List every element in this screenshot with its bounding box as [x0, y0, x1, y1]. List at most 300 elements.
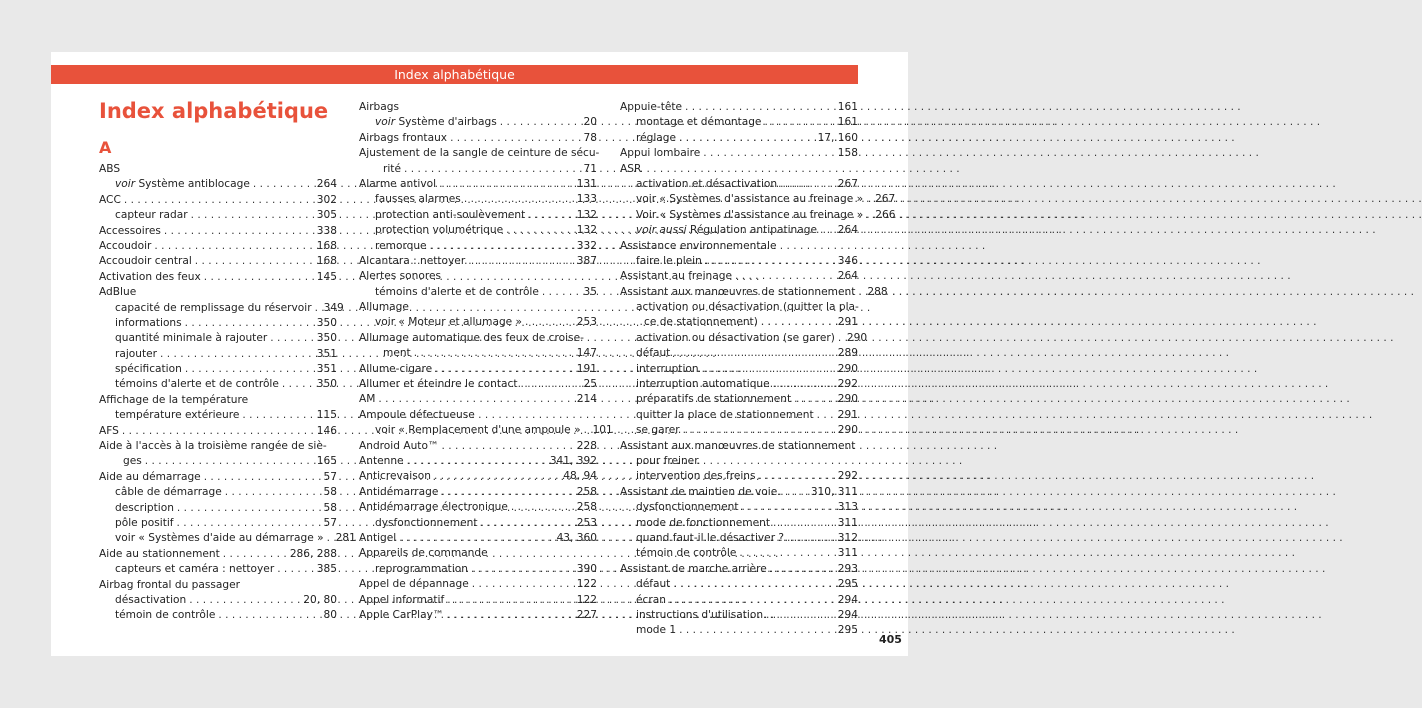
index-entry-text: voir « Systèmes d'assistance au freinage » [636, 193, 864, 206]
leader-dots [525, 315, 574, 330]
leader-dots [521, 377, 581, 392]
index-entry-page: 341, 392 [549, 454, 597, 467]
index-entry-page: 266 [875, 208, 896, 221]
index-entry-text: capteurs et caméra : nettoyer [115, 563, 275, 576]
index-entry [99, 408, 337, 423]
index-entry-text: Ampoule défectueuse [359, 408, 475, 421]
index-entry-text: température extérieure [115, 409, 240, 422]
index-entry [359, 531, 597, 546]
index-entry [359, 377, 597, 392]
index-entry-text: dysfonctionnement [375, 516, 478, 529]
index-entry [620, 454, 858, 469]
index-entry-prefix: voir [375, 116, 396, 129]
index-entry-page: 191 [576, 362, 597, 375]
index-entry [359, 300, 597, 315]
index-entry [99, 239, 337, 254]
index-entry-page: 58 [323, 486, 337, 499]
index-entry [620, 577, 858, 592]
index-entry-text: Accoudoir central [99, 255, 192, 268]
index-entry-text: voir aussi Régulation antipatinage [636, 224, 817, 237]
index-entry-text: Assistance environnementale [620, 239, 777, 252]
leader-dots [673, 346, 834, 361]
index-entry-page: 78 [583, 131, 597, 144]
leader-dots [759, 469, 835, 484]
index-entry [99, 285, 337, 300]
leader-dots [679, 131, 815, 146]
index-entry [99, 301, 344, 316]
leader-dots [735, 269, 835, 284]
index-entry [99, 254, 337, 269]
index-entry [620, 331, 868, 346]
index-entry-page: 349 [323, 301, 344, 314]
index-entry [99, 578, 337, 593]
index-entry [99, 224, 337, 239]
leader-dots [705, 254, 835, 269]
index-entry [359, 223, 597, 238]
leader-dots [679, 623, 835, 638]
leader-dots [218, 608, 320, 623]
index-entry [99, 177, 337, 192]
index-entry-text: fausses alarmes [375, 193, 461, 206]
leader-dots [471, 562, 574, 577]
index-entry-page: 290 [846, 331, 868, 344]
index-entry-page: 387 [576, 254, 597, 267]
leader-dots [702, 362, 835, 377]
index-entry-text: voir « Remplacement d'une ampoule » [375, 424, 581, 437]
leader-dots [177, 501, 321, 516]
index-entry-page: 338 [316, 224, 337, 237]
index-entry-text: défaut [636, 347, 671, 360]
leader-dots [773, 377, 835, 392]
index-entry-text: voir « Systèmes d'aide au démarrage » [115, 532, 324, 545]
index-entry [359, 239, 597, 254]
index-entry-text: Apple CarPlay™ [359, 608, 444, 621]
index-entry-page: 146 [316, 424, 337, 437]
index-entry [99, 608, 337, 623]
index-entry-page: 288 [867, 285, 888, 298]
leader-dots [820, 223, 835, 238]
index-entry-text: Activation des feux [99, 270, 201, 283]
leader-dots [414, 346, 574, 361]
leader-dots [766, 608, 835, 623]
leader-dots [225, 485, 321, 500]
index-entry [620, 300, 858, 315]
index-entry [359, 177, 597, 192]
index-entry-text: remorque [375, 239, 427, 252]
index-entry [359, 562, 597, 577]
index-entry-page: 43, 360 [556, 531, 597, 544]
index-entry [359, 254, 597, 269]
index-entry-text: capacité de remplissage du réservoir [115, 301, 312, 314]
index-entry [620, 392, 858, 407]
index-entry-page: 311 [837, 547, 858, 560]
index-entry-text: Assistant aux manœuvres de stationnement [620, 285, 856, 298]
index-entry-text: quitter la place de stationnement [636, 408, 814, 421]
leader-dots [866, 192, 872, 207]
index-entry-page: 122 [576, 578, 597, 591]
index-entry [99, 362, 337, 377]
index-entry [359, 115, 597, 130]
index-entry-text: intervention des freins [636, 470, 756, 483]
index-entry-text: faire le plein [636, 254, 702, 267]
index-entry [359, 146, 600, 161]
leader-dots [430, 239, 574, 254]
index-entry [99, 208, 337, 223]
index-entry [359, 408, 597, 423]
index-entry [359, 516, 597, 531]
index-entry [359, 392, 597, 407]
index-entry [359, 608, 597, 623]
index-entry-text: mode de fonctionnement [636, 516, 770, 529]
leader-dots [742, 500, 835, 515]
leader-dots [124, 193, 314, 208]
index-entry-page: 295 [837, 624, 858, 637]
leader-dots [189, 593, 300, 608]
index-entry-page: 267 [875, 193, 896, 206]
index-column-3 [620, 100, 896, 639]
leader-dots [407, 454, 547, 469]
index-entry-text: instructions d'utilisation [636, 608, 764, 621]
leader-dots [253, 177, 314, 192]
index-entry [99, 316, 337, 331]
leader-dots [378, 392, 573, 407]
leader-dots [472, 577, 574, 592]
index-entry-text: Appui lombaire [620, 147, 701, 160]
leader-dots [685, 100, 835, 115]
leader-dots [223, 547, 287, 562]
index-entry-page: 57 [323, 516, 337, 529]
index-entry-text: Appareils de commande [359, 547, 488, 560]
index-entry [359, 331, 597, 346]
index-entry-text: ce de stationnement) [644, 316, 758, 329]
index-entry-text: écran [636, 593, 666, 606]
index-entry-text: ABS [99, 163, 121, 175]
index-entry-text: Allume-cigare [359, 362, 433, 375]
index-entry-text: voir Système d'airbags [375, 116, 497, 129]
index-entry [620, 346, 858, 361]
index-entry-text: voir « Moteur et allumage » [375, 316, 523, 329]
index-entry-text: protection volumétrique [375, 224, 504, 237]
index-entry-text: AdBlue [99, 286, 137, 299]
index-entry-text: Alarme antivol [359, 177, 437, 190]
index-entry-page: 390 [576, 562, 597, 575]
index-entry [620, 608, 858, 623]
leader-dots [794, 392, 835, 407]
index-entry-page: 158 [837, 147, 858, 160]
page-title: Index alphabétique [99, 99, 329, 123]
index-entry [620, 285, 888, 300]
leader-dots [764, 115, 834, 130]
index-entry-text: voir Système antiblocage [115, 178, 250, 191]
index-entry-text: désactivation [115, 593, 187, 606]
index-entry-page: 17, 160 [817, 131, 858, 144]
leader-dots [464, 192, 574, 207]
leader-dots [145, 454, 314, 469]
leader-dots [683, 423, 835, 438]
index-entry [620, 623, 858, 638]
index-entry [359, 315, 597, 330]
index-entry-page: 264 [837, 224, 858, 237]
index-entry-text: AM [359, 393, 376, 406]
index-entry-text: Assistant de marche arrière [620, 562, 767, 575]
index-entry-text: Accoudoir [99, 239, 152, 252]
index-entry-page: 293 [837, 562, 858, 575]
index-entry-text: interruption automatique [636, 378, 770, 391]
leader-dots [191, 208, 314, 223]
index-entry-text: Ajustement de la sangle de ceinture de sécu- [359, 147, 600, 160]
index-entry-page: 101 [592, 424, 613, 437]
index-entry [99, 162, 337, 177]
index-entry-page: 161 [837, 101, 858, 113]
index-entry [99, 270, 337, 285]
index-entry [359, 454, 597, 469]
index-entry-text: Appel de dépannage [359, 578, 469, 591]
leader-dots [817, 408, 835, 423]
index-entry-page: 290 [837, 362, 858, 375]
index-entry-text: capteur radar [115, 209, 188, 222]
index-entry [620, 362, 858, 377]
index-entry [359, 577, 597, 592]
index-entry-page: 227 [576, 608, 597, 621]
index-entry-page: 258 [576, 485, 597, 498]
index-entry-text: interruption [636, 362, 699, 375]
leader-dots [761, 315, 835, 330]
index-entry [99, 347, 337, 362]
index-entry [620, 131, 858, 146]
index-entry-page: 57 [323, 470, 337, 483]
leader-dots [441, 485, 573, 500]
index-entry-page: 145 [316, 270, 337, 283]
index-entry [99, 485, 337, 500]
leader-dots [773, 516, 835, 531]
index-entry-text: Appel informatif [359, 593, 445, 606]
index-entry-text: montage et démontage [636, 116, 762, 129]
index-entry [99, 562, 337, 577]
index-entry-page: 291 [837, 316, 858, 329]
index-entry-page: 20, 80 [303, 593, 337, 606]
index-entry-text: dysfonctionnement [636, 501, 739, 514]
leader-dots [434, 469, 560, 484]
index-entry [359, 469, 597, 484]
index-entry-text: Appuie-tête [620, 101, 683, 113]
index-entry-page: 290 [837, 393, 858, 406]
index-entry [99, 501, 337, 516]
index-entry-text: Android Auto™ [359, 439, 439, 452]
index-entry-page: 132 [576, 208, 597, 221]
index-entry-text: rité [383, 162, 401, 175]
index-entry-page: 25 [583, 378, 597, 391]
index-entry-text: Allumer et éteindre le contact [359, 378, 518, 391]
index-entry-text: Alertes sonores [359, 270, 441, 283]
index-entry-page: 264 [837, 270, 858, 283]
index-entry [359, 208, 597, 223]
index-column-2 [359, 100, 613, 623]
index-entry-page: 292 [837, 378, 858, 391]
index-entry-page: 161 [837, 116, 858, 129]
index-entry-text: se garer [636, 424, 680, 437]
leader-dots [164, 224, 314, 239]
index-entry-page: 350 [316, 378, 337, 391]
leader-dots [450, 131, 580, 146]
leader-dots [154, 239, 313, 254]
index-column-1 [99, 162, 356, 624]
index-entry-text: pôle positif [115, 516, 174, 529]
index-entry [99, 516, 337, 531]
leader-dots [446, 608, 573, 623]
index-entry [620, 516, 858, 531]
index-entry [620, 192, 896, 207]
index-entry [99, 470, 337, 485]
index-entry-text: Antigel [359, 531, 397, 544]
index-entry-page: 132 [576, 224, 597, 237]
index-entry [359, 285, 597, 300]
index-entry-text: Assistant aux manœuvres de stationnement [620, 439, 856, 452]
leader-dots [584, 423, 590, 438]
index-entry [620, 146, 858, 161]
index-entry-text: activation et désactivation [636, 177, 778, 190]
page-number: 405 [879, 633, 902, 646]
index-entry [359, 346, 597, 361]
index-entry-page: 228 [576, 439, 597, 452]
index-entry [620, 269, 858, 284]
index-entry-page: 286, 288 [289, 547, 337, 560]
leader-dots [315, 301, 321, 316]
index-entry [99, 193, 337, 208]
index-entry-page: 48, 94 [563, 470, 597, 483]
index-entry-text: témoins d'alerte et de contrôle [375, 285, 539, 298]
index-entry-page: 302 [316, 193, 337, 206]
index-entry [620, 100, 858, 115]
index-entry-text: témoin de contrôle [115, 609, 216, 622]
index-entry [620, 254, 858, 269]
index-entry-page: 312 [837, 531, 858, 544]
index-entry [99, 547, 337, 562]
index-entry [359, 192, 597, 207]
index-entry [620, 562, 858, 577]
index-entry-text: mode 1 [636, 624, 677, 637]
index-entry-text: Antenne [359, 454, 404, 467]
index-entry-page: 351 [316, 363, 337, 376]
index-entry-text: quantité minimale à rajouter [115, 332, 268, 345]
index-entry-page: 291 [837, 408, 858, 421]
index-entry [620, 423, 858, 438]
index-entry-text: ACC [99, 193, 121, 206]
index-entry [99, 593, 337, 608]
index-entry-page: 122 [576, 593, 597, 606]
index-entry-text: Aide au démarrage [99, 470, 201, 483]
index-entry-text: ges [123, 455, 142, 468]
index-entry-page: 58 [323, 501, 337, 514]
index-entry-text: Assistant au freinage [620, 270, 732, 283]
index-entry [620, 223, 858, 238]
index-entry [620, 408, 858, 423]
index-entry-page: 385 [316, 563, 337, 576]
index-entry-text: Affichage de la température [99, 393, 249, 406]
leader-dots [399, 531, 553, 546]
index-entry-text: quand faut-il le désactiver ? [636, 531, 785, 544]
index-entry-prefix: voir aussi [636, 224, 687, 237]
leader-dots [204, 470, 321, 485]
index-entry [620, 377, 858, 392]
leader-dots [242, 408, 313, 423]
index-entry-page: 294 [837, 593, 858, 606]
index-entry-page: 253 [576, 316, 597, 329]
index-entry [359, 362, 597, 377]
index-entry-text: Antidémarrage électronique [359, 501, 508, 514]
index-entry-page: 332 [576, 239, 597, 252]
index-entry [620, 593, 858, 608]
index-entry-page: 350 [316, 316, 337, 329]
index-entry-page: 258 [576, 501, 597, 514]
index-entry-page: 214 [576, 393, 597, 406]
index-entry-page: 20 [583, 116, 597, 129]
leader-dots [511, 500, 574, 515]
leader-dots [866, 208, 872, 223]
index-entry [359, 162, 597, 177]
index-entry [620, 315, 858, 330]
index-entry [99, 331, 337, 346]
index-entry-text: défaut [636, 578, 671, 591]
index-entry-page: 80 [323, 609, 337, 622]
index-entry-page: 133 [576, 193, 597, 206]
index-entry-page: 281 [335, 532, 356, 545]
leader-dots [506, 223, 574, 238]
index-entry-text: pour freiner [636, 454, 699, 467]
index-entry-prefix: voir [115, 178, 136, 191]
index-entry-text: rajouter [115, 347, 158, 360]
index-entry-text: informations [115, 316, 182, 329]
leader-dots [160, 347, 314, 362]
leader-dots [122, 424, 314, 439]
leader-dots [673, 577, 834, 592]
header-banner: Index alphabétique [51, 65, 858, 84]
leader-dots [442, 439, 574, 454]
leader-dots [780, 485, 808, 500]
index-entry-page: 35 [583, 285, 597, 298]
index-entry-text: Aide à l'accès à la troisième rangée de siè- [99, 440, 327, 453]
leader-dots [439, 177, 574, 192]
index-entry-text: Airbag frontal du passager [99, 578, 241, 591]
index-entry-page: 350 [316, 332, 337, 345]
index-entry-text: reprogrammation [375, 562, 468, 575]
index-entry-page: 267 [837, 177, 858, 190]
index-entry [359, 439, 597, 454]
index-entry-page: 351 [316, 347, 337, 360]
index-entry [620, 439, 858, 454]
index-entry [99, 377, 337, 392]
leader-dots [435, 362, 574, 377]
index-entry [359, 423, 613, 438]
index-entry [620, 531, 858, 546]
index-entry-page: 115 [316, 409, 337, 422]
leader-dots [780, 177, 835, 192]
index-entry [620, 162, 858, 177]
index-entry [359, 485, 597, 500]
leader-dots [739, 546, 834, 561]
index-entry-text: spécification [115, 363, 182, 376]
index-entry-page: 168 [316, 239, 337, 252]
index-entry-page: 147 [576, 347, 597, 360]
leader-dots [404, 162, 581, 177]
leader-dots [204, 270, 314, 285]
leader-dots [270, 331, 314, 346]
index-entry [359, 269, 597, 284]
index-entry-page: 311 [837, 516, 858, 529]
index-entry-text: Aide au stationnement [99, 547, 220, 560]
leader-dots [703, 146, 835, 161]
leader-dots [177, 516, 321, 531]
index-entry [359, 546, 597, 561]
